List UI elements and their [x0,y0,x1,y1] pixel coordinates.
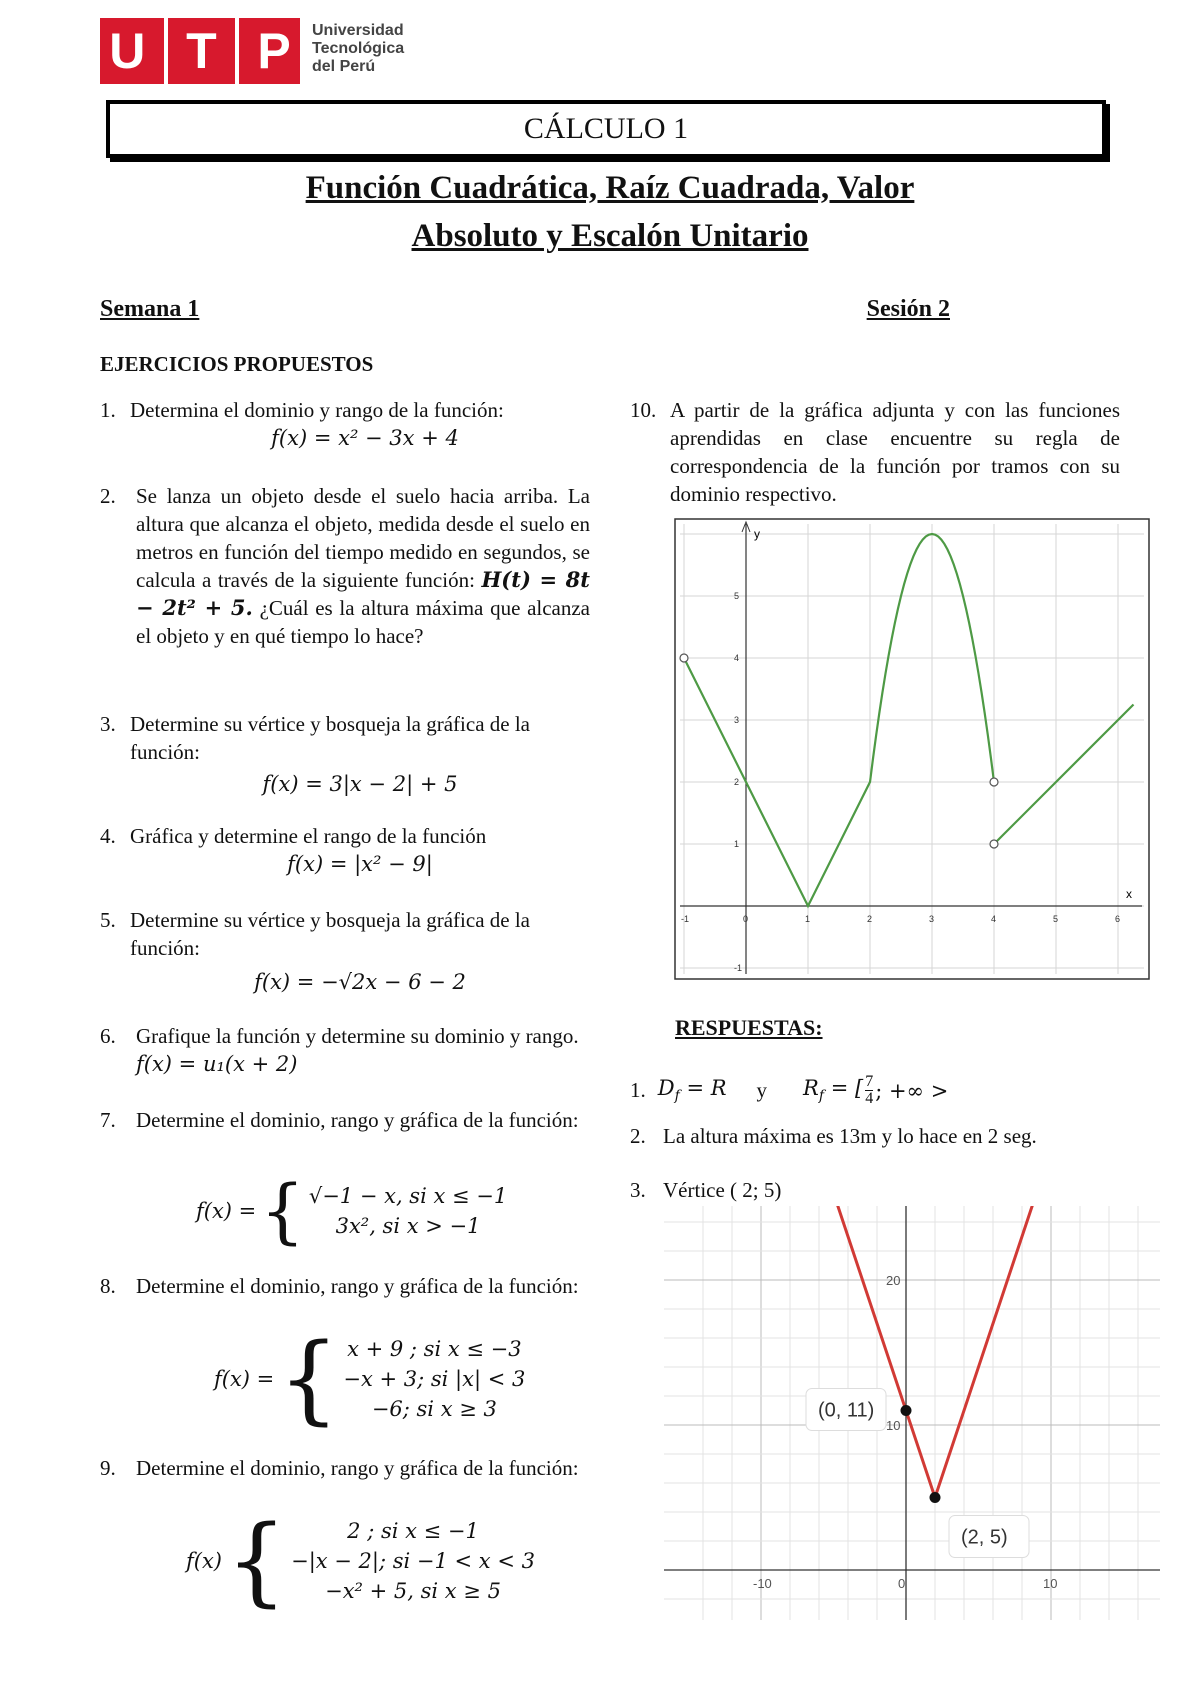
y-tick-label: 1 [734,839,740,849]
point-labels [806,1389,1029,1558]
point-marker [930,1492,941,1503]
x-tick-label: 0 [743,914,749,924]
x-tick-label: -10 [753,1576,772,1591]
exercise-7: 7. Determine el dominio, rango y gráfica de la función: [100,1108,579,1132]
document-title-line1: Función Cuadrática, Raíz Cuadrada, Valor [305,170,915,206]
x-tick-label: 4 [991,914,997,924]
point-marker [901,1405,912,1416]
exercise-8-formula: f(x) = { x + 9 ; si x ≤ −3 −x + 3; si |x| < 3 −6; si x ≥ 3 [214,1323,526,1435]
document-title-line2: Absoluto y Escalón Unitario [411,218,809,254]
logo-letter-u: U [109,23,146,79]
x-tick-label: 1 [805,914,811,924]
exercise-5-formula: f(x) = −√2x − 6 − 2 [254,970,466,994]
exercise-2: 2. Se lanza un objeto desde el suelo hacia arriba. La altura que alcanza el objeto, medida desde el suelo en metros en función del tiempo medido en segundos, se calcula a través de la siguiente función: H(t) = 8t − 2t² + 5. ¿Cuál es la altura máxima que alcanza el objeto y en qué tiempo lo hace? [100,484,591,648]
point-label: (0, 11) [818,1399,875,1422]
axes [664,1206,1160,1620]
exercise-10: 10. A partir de la gráfica adjunta y con las funciones aprendidas en clase encuentre su regla de correspondencia de la función por tramos con su dominio respectivo. [630,398,1120,506]
answer-3: 3. Vértice ( 2; 5) [630,1178,782,1202]
exercise-3: 3. Determine su vértice y bosqueja la gráfica de la función: f(x) = 3|x − 2| + 5 [100,710,590,798]
logo-letter-t: T [186,23,217,79]
exercise-9: 9. Determine el dominio, rango y gráfica de la función: [100,1456,579,1480]
open-endpoint [990,778,998,786]
open-endpoint [680,654,688,662]
fraction: 7 4 [865,1073,874,1107]
absolute-value-graph [664,1206,1160,1620]
exercise-6: 6. Grafique la función y determine su dominio y rango. f(x) = u₁(x + 2) [100,1024,579,1076]
session-label: Sesión 2 [866,296,950,322]
x-tick-label: 2 [867,914,873,924]
x-tick-label: 0 [898,1576,906,1591]
y-tick-label: 5 [734,591,740,601]
week-label: Semana 1 [100,296,200,322]
grid-lines [664,1206,1160,1620]
course-title: CÁLCULO 1 [523,112,689,145]
utp-logo [100,18,300,84]
logo-divider [235,18,239,84]
logo-divider [164,18,168,84]
y-tick-label: -1 [734,963,743,973]
x-tick-label: 6 [1115,914,1121,924]
y-tick-label: 3 [734,715,740,725]
piecewise-graph [674,518,1150,980]
institution-name: Universidad Tecnológica del Perú [312,22,405,75]
exercise-2-formula: H(t) = 8t − 2t² + 5. [136,567,590,620]
y-tick-label: 2 [734,777,740,787]
exercise-3-formula: f(x) = 3|x − 2| + 5 [262,772,458,796]
left-brace: { [260,1170,305,1252]
answers-title: RESPUESTAS: [675,1015,823,1040]
exercise-8: 8. Determine el dominio, rango y gráfica de la función: [100,1274,579,1298]
section-title: EJERCICIOS PROPUESTOS [100,352,374,376]
open-endpoint [990,840,998,848]
left-brace: { [278,1323,340,1435]
left-brace: { [226,1505,288,1617]
logo-letter-p: P [257,23,291,79]
exercise-7-formula: f(x) = { √−1 − x, si x ≤ −1 3x², si x > −1 [196,1170,508,1252]
x-tick-label: 5 [1053,914,1059,924]
answer-2: 2. La altura máxima es 13m y lo hace en 2 seg. [630,1124,1037,1148]
exercise-4-formula: f(x) = |x² − 9| [287,852,433,876]
y-tick-label: 4 [734,653,740,663]
y-tick-label: 10 [886,1418,901,1433]
x-tick-label: -1 [681,914,690,924]
x-tick-label: 3 [929,914,935,924]
x-tick-label: 10 [1043,1576,1058,1591]
exercise-1: 1. Determina el dominio y rango de la función: f(x) = x² − 3x + 4 [100,396,600,452]
exercise-6-formula: f(x) = u₁(x + 2) [136,1052,298,1076]
point-label: (2, 5) [961,1526,1008,1549]
exercise-1-formula: f(x) = x² − 3x + 4 [271,426,459,450]
exercise-9-formula: f(x) { 2 ; si x ≤ −1 −|x − 2|; si −1 < x < 3 −x² + 5, si x ≥ 5 [186,1505,535,1617]
course-title-box [106,100,1106,158]
y-axis-label: y [754,527,760,541]
y-tick-label: 20 [886,1273,901,1288]
answer-1: 1. $D_f = R$ y $R_f$ = [ 7 4 ; +∞ > [630,1073,949,1107]
exercise-5: 5. Determine su vértice y bosqueja la gráfica de la función: f(x) = −√2x − 6 − 2 [100,906,590,996]
exercise-4: 4. Gráfica y determine el rango de la función f(x) = |x² − 9| [100,822,590,878]
x-axis-label: x [1126,887,1132,901]
